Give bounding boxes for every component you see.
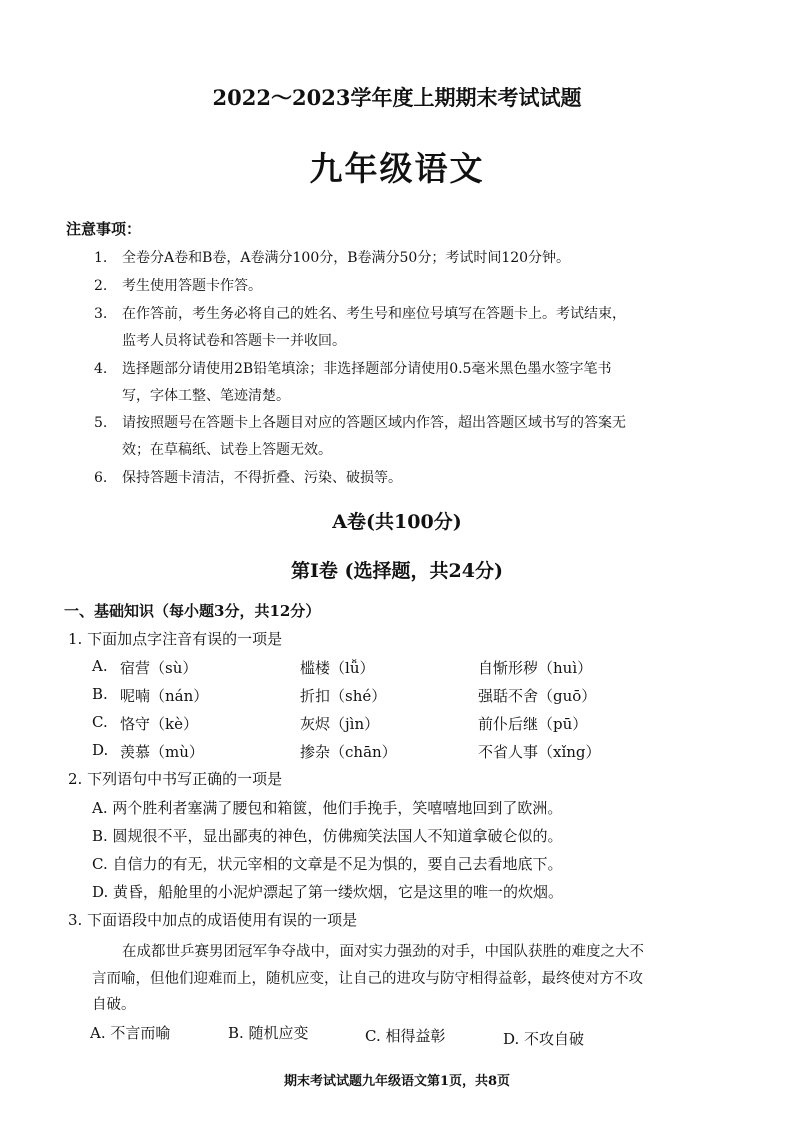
q3-passage-line-2: 言而喻，但他们迎难而上，随机应变，让自己的进攻与防守相得益彰，最终使对方不攻 [92, 971, 643, 987]
q3-option-c: C. 相得益彰 [365, 1027, 446, 1045]
q2-option-b: B. 圆规很不平，显出鄙夷的神色，仿佛痴笑法国人不知道拿破仑似的。 [92, 827, 563, 845]
q2-option-a: A. 两个胜利者塞满了腰包和箱篋，他们手挽手，笑嘻嘻地回到了欧洲。 [92, 799, 563, 817]
question-2-stem: 2. 下列语句中书写正确的一项是 [68, 770, 283, 788]
notice-item-text: 考生使用答题卡作答。 [122, 278, 262, 294]
notice-item-4-cont: 写，字体工整、笔迹清楚。 [122, 388, 290, 404]
q1-word: 灰烬 [300, 715, 331, 733]
q1-option-b-word1 [120, 685, 208, 706]
notice-item-5 [94, 412, 626, 432]
q3-option-b: B. 随机应变 [228, 1024, 309, 1042]
notice-item-2 [94, 275, 262, 295]
q3-option-d: D. 不攻自破 [503, 1030, 585, 1048]
notice-item-text: 全卷分A卷和B卷，A卷满分100分，B卷满分50分；考试时间120分钟。 [122, 250, 571, 266]
q1-option-d-word3 [478, 741, 601, 762]
q1-pinyin: （sù） [150, 659, 198, 677]
q2-option-d: D. 黄昏，船舱里的小泥炉漂起了第一缕炊烟，它是这里的唯一的炊烟。 [92, 883, 564, 901]
q1-option-a-word2 [300, 657, 374, 678]
q1-word: 恪守 [120, 715, 151, 733]
section-a-heading: A卷(共100分) [332, 511, 462, 533]
notice-item-number: 1. [94, 250, 108, 266]
notice-item-6 [94, 467, 402, 487]
q1-option-d-word2 [300, 741, 397, 762]
q2-option-c: C. 自信力的有无，状元宰相的文章是不足为惧的，要自己去看地底下。 [92, 855, 563, 873]
notice-item-4 [94, 358, 611, 378]
q1-option-letter: C. [92, 713, 108, 731]
notice-item-text: 选择题部分请使用2B铅笔填涂；非选择题部分请使用0.5毫米黑色墨水签字笔书 [122, 361, 612, 377]
q1-pinyin: （guō） [538, 687, 597, 705]
q1-word: 自惭形秽 [478, 659, 539, 677]
q3-passage-line-3: 自破。 [92, 997, 136, 1013]
notice-heading: 注意事项： [66, 220, 142, 238]
q1-option-c-word3 [478, 713, 587, 734]
q1-word: 羡慕 [120, 743, 151, 761]
q1-word: 前仆后继 [478, 715, 539, 733]
subject-title: 九年级语文 [309, 149, 485, 188]
section-1-heading: 第Ⅰ卷 (选择题，共24分) [291, 560, 503, 582]
q1-pinyin: （huì） [538, 659, 593, 677]
notice-item-number: 3. [94, 306, 108, 322]
q1-option-letter: B. [92, 685, 108, 703]
q1-word: 不省人事 [478, 743, 539, 761]
q1-word: 槛楼 [300, 659, 331, 677]
page-footer: 期末考试试题九年级语文第1页，共8页 [283, 1074, 511, 1089]
notice-item-number: 6. [94, 470, 108, 486]
q1-option-d-word1 [120, 741, 204, 762]
notice-item-text: 在作答前，考生务必将自己的姓名、考生号和座位号填写在答题卡上。考试结束， [122, 306, 626, 322]
q1-pinyin: （pū） [538, 715, 588, 733]
q1-option-c-word2 [300, 713, 379, 734]
q1-word: 掺杂 [300, 743, 331, 761]
q1-pinyin: （xǐng） [538, 743, 601, 761]
q1-option-b-word2 [300, 685, 386, 706]
part-1-heading: 一、基础知识（每小题3分，共12分） [64, 602, 321, 620]
q3-passage-line-1: 在成都世乒赛男团冠军争夺战中，面对实力强劲的对手，中国队获胜的难度之大不 [122, 944, 644, 960]
q1-option-c-word1 [120, 713, 198, 734]
notice-item-number: 5. [94, 415, 108, 431]
q1-option-a-word1 [120, 657, 197, 678]
q1-word: 强聒不舍 [478, 687, 539, 705]
notice-item-number: 4. [94, 361, 108, 377]
q1-word: 宿营 [120, 659, 151, 677]
q1-pinyin: （mù） [150, 743, 204, 761]
notice-item-text: 请按照题号在答题卡上各题目对应的答题区域内作答，超出答题区域书写的答案无 [122, 415, 626, 431]
q1-option-letter: D. [92, 741, 109, 759]
question-1-stem: 1. 下面加点字注音有误的一项是 [68, 630, 283, 648]
question-3-stem: 3. 下面语段中加点的成语使用有误的一项是 [68, 911, 358, 929]
q1-word: 呢喃 [120, 687, 151, 705]
exam-title: 2022～2023学年度上期期末考试试题 [212, 85, 582, 110]
q1-pinyin: （kè） [150, 715, 198, 733]
notice-item-number: 2. [94, 278, 108, 294]
q1-option-a-word3 [478, 657, 592, 678]
q1-word: 折扣 [300, 687, 331, 705]
notice-item-text: 保持答题卡清洁，不得折叠、污染、破损等。 [122, 470, 402, 486]
notice-item-1 [94, 247, 570, 267]
q1-pinyin: （shé） [330, 687, 387, 705]
notice-item-5-cont: 效；在草稿纸、试卷上答题无效。 [122, 442, 332, 458]
q1-option-letter: A. [92, 657, 108, 675]
q1-pinyin: （chān） [330, 743, 397, 761]
notice-item-3-cont: 监考人员将试卷和答题卡一并收回。 [122, 333, 346, 349]
q1-pinyin: （jìn） [330, 715, 380, 733]
q1-pinyin: （nán） [150, 687, 209, 705]
q1-pinyin: （lǚ） [330, 659, 375, 677]
q1-option-b-word3 [478, 685, 596, 706]
q3-option-a: A. 不言而喻 [90, 1024, 171, 1042]
notice-item-3 [94, 303, 626, 323]
